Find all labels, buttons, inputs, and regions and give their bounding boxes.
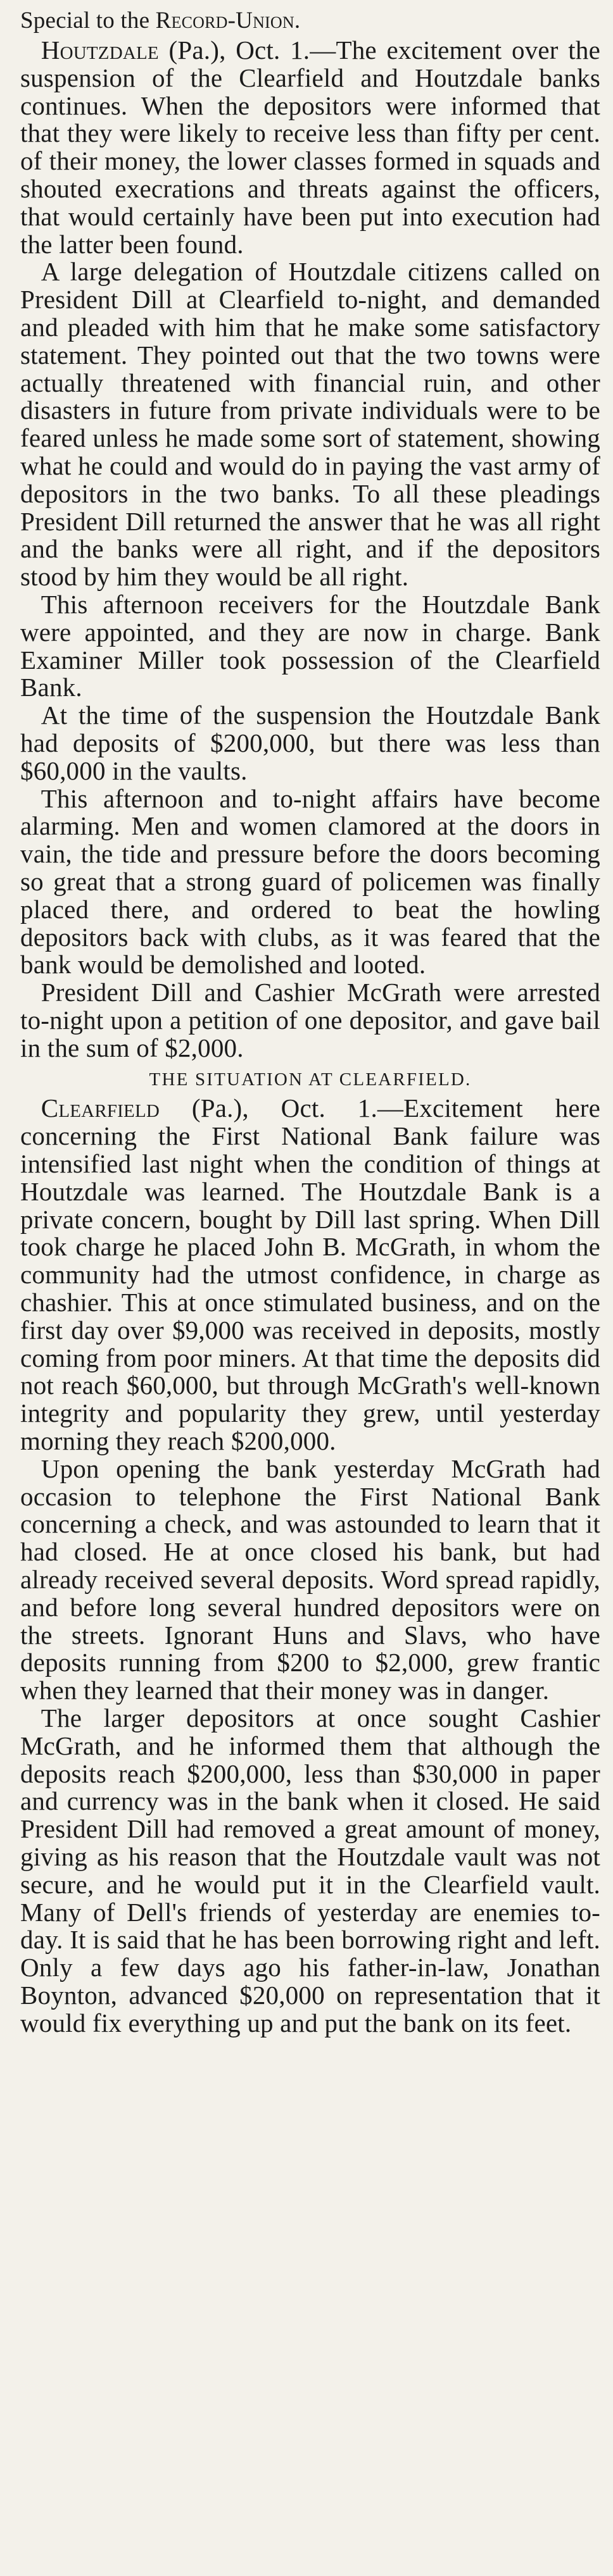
source-line: [20, 8, 600, 34]
dateline-place: Clearfield: [41, 1093, 160, 1123]
paragraph-text: This afternoon and to-night affairs have become alarming. Men and women clamored at the doors in vain, the tide and pressure before the doors becoming so great that a strong guard of policemen was finally placed there, and ordered to beat the howling depositors back with clubs, as it was feared that the bank would be demolished and looted.: [20, 783, 600, 980]
dateline-place: Houtzdale: [41, 35, 159, 65]
article-column: [20, 8, 600, 2038]
paragraph-deposits: [20, 702, 600, 785]
paragraph-opening-bank: [20, 1455, 600, 1705]
paragraph-text: The larger depositors at once sought Cashier McGrath, and he informed them that although the deposits reach $200,000, less than $30,000 in paper and currency was in the bank when it closed. He said President Dill had removed a great amount of money, giving as his reason that the Houtzdale vault was not secure, and he would put it in the Clearfield vault. Many of Dell's friends of yesterday are enemies to-day. It is said that he has been borrowing right and left. Only a few days ago his father-in-law, Jonathan Boynton, advanced $20,000 on representation that it would fix everything up and put the bank on its feet.: [20, 1703, 600, 2038]
paragraph-text: President Dill and Cashier McGrath were arrested to-night upon a petition of one depositor, and gave bail in the sum of $2,000.: [20, 978, 600, 1062]
paragraph-text: At the time of the suspension the Houtzdale Bank had deposits of $200,000, but there was less than $60,000 in the vaults.: [20, 700, 600, 785]
paragraph-text: A large delegation of Houtzdale citizens called on President Dill at Clearfield to-night, and demanded and pleaded with him that he make some satisfactory statement. They pointed out that the two towns were actually threatened with financial ruin, and other disasters in future from private individuals were to be feared unless he made some sort of statement, showing what he could and would do in paying the vast army of depositors in the two banks. To all these pleadings President Dill returned the answer that he was all right and the banks were all right, and if the depositors stood by him they would be all right.: [20, 257, 600, 592]
section-subhead: THE SITUATION AT CLEARFIELD.: [149, 1069, 472, 1090]
paragraph-text: (Pa.), Oct. 1.—The excitement over the suspension of the Clearfield and Houtzdale banks continues. When the depositors were informed that that they were likely to receive less than fifty per cent. of their money, the lower classes formed in squads and shouted execrations and threats against the officers, that would certainly have been put into execution had the latter been found.: [20, 35, 600, 259]
paragraph-text: (Pa.), Oct. 1.—Excitement here concerning the First National Bank failure was intensified last night when the condition of things at Houtzdale was learned. The Houtzdale Bank is a private concern, bought by Dill last spring. When Dill took charge he placed John B. McGrath, in whom the community had the utmost confidence, in charge as chashier. This at once stimulated business, and on the first day over $9,000 was received in deposits, mostly coming from poor miners. At that time the deposits did not reach $60,000, but through McGrath's well-known integrity and popularity they grew, until yesterday morning they reach $200,000.: [20, 1093, 600, 1456]
paragraph-text: This afternoon receivers for the Houtzdale Bank were appointed, and they are now in charge. Bank Examiner Miller took possession of the Clearfield Bank.: [20, 589, 600, 702]
paragraph-affairs-alarming: [20, 785, 600, 980]
paragraph-arrest: [20, 979, 600, 1062]
paragraph-text: Upon opening the bank yesterday McGrath had occasion to telephone the First National Bank concerning a check, and was astounded to learn that it had closed. He at once closed his bank, but had already received several deposits. Word spread rapidly, and before long several hundred depositors were on the streets. Ignorant Huns and Slavs, who have deposits running from $200 to $2,000, grew frantic when they learned that their money was in danger.: [20, 1453, 600, 1705]
paragraph-clearfield-dateline: [20, 1095, 600, 1455]
paragraph-larger-depositors: [20, 1705, 600, 2038]
paragraph-delegation: [20, 258, 600, 591]
paragraph-houtzdale-dateline: [20, 37, 600, 258]
newspaper-name: Record-Union.: [155, 8, 301, 34]
source-prefix: Special to the: [20, 8, 156, 34]
paragraph-receivers: [20, 591, 600, 702]
